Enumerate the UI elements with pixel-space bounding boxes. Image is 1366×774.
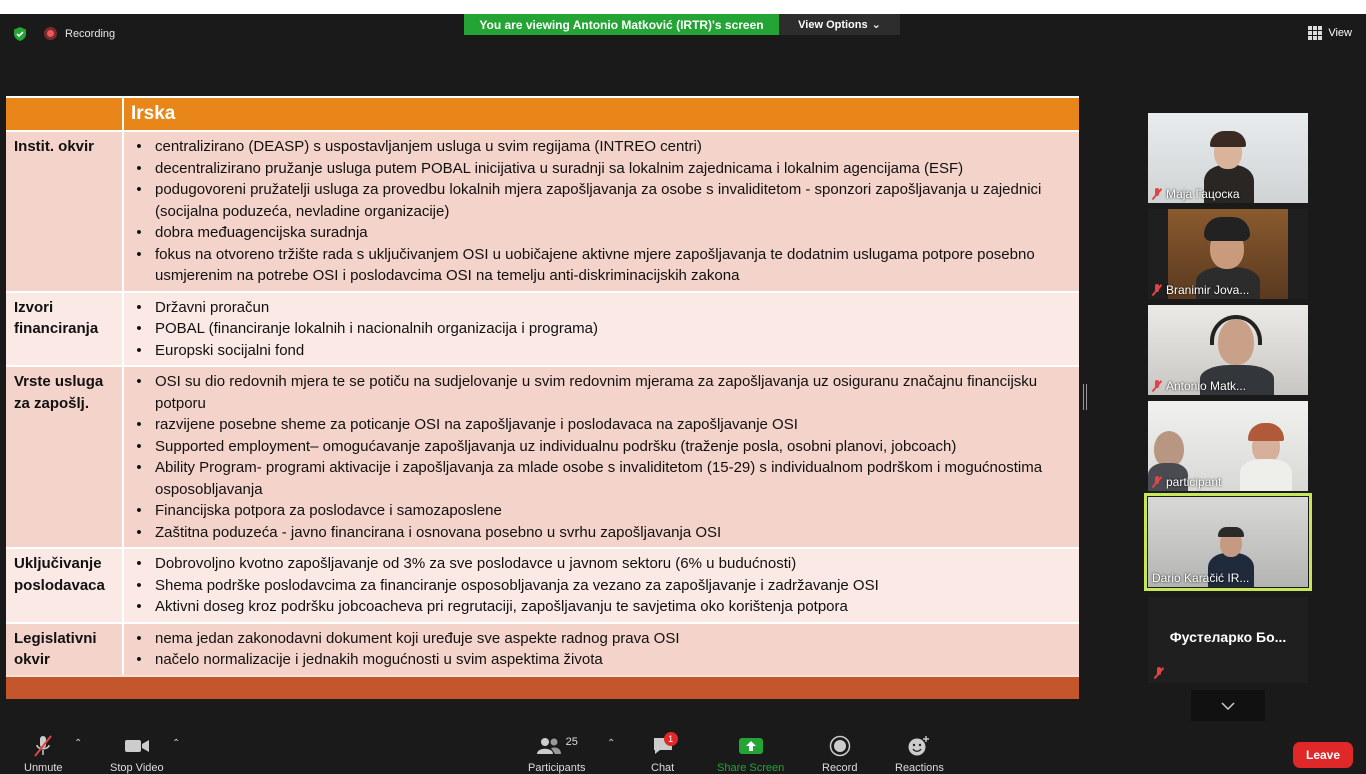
table-row [6, 623, 1079, 675]
participant-name: Фустеларко Бо... [1169, 629, 1287, 645]
participants-icon [536, 737, 562, 755]
list-item: • Zaštitna poduzeća - javno financirana i osnovana posebno u svrhu zapošljavanja OSI [130, 522, 1065, 544]
list-item: • POBAL (financiranje lokalnih i nacionalnih organizacija i programa) [130, 318, 1065, 340]
shield-icon[interactable] [12, 26, 28, 42]
row-key: Legislativni okvir [6, 623, 123, 675]
list-item: • nema jedan zakonodavni dokument koji uređuje sve aspekte radnog prava OSI [130, 628, 1065, 650]
record-button[interactable] [822, 736, 857, 774]
list-item: • načelo normalizacije i jednakih mogućnosti u svim aspektima života [130, 649, 1065, 671]
participant-name: participant [1166, 475, 1222, 489]
table-row [6, 292, 1079, 367]
unmute-button[interactable] [24, 736, 63, 774]
list-item: • Financijska potpora za poslodavce i samozaposlene [130, 500, 1065, 522]
row-key: Uključivanje poslodavaca [6, 548, 123, 623]
chevron-up-icon[interactable]: ⌃ [74, 738, 83, 749]
participant-name: Маја Гацоска [1166, 187, 1240, 201]
video-camera-icon [124, 738, 150, 754]
participant-tile[interactable] [1148, 209, 1308, 299]
participant-tile[interactable] [1148, 597, 1308, 683]
panel-resize-handle[interactable] [1083, 384, 1087, 410]
participants-button[interactable] [528, 736, 585, 774]
mic-muted-icon [1154, 667, 1164, 679]
viewing-banner: You are viewing Antonio Matković (IRTR)'s screen [464, 14, 779, 35]
reactions-button[interactable] [895, 736, 944, 774]
chat-label: Chat [651, 762, 675, 774]
list-item: • centralizirano (DEASP) s uspostavljanjem usluga u svim regijama (INTREO centri) [130, 136, 1065, 158]
mic-muted-icon [1152, 380, 1162, 392]
chevron-up-icon[interactable]: ⌃ [172, 738, 181, 749]
list-item: • Europski socijalni fond [130, 340, 1065, 362]
meeting-toolbar [0, 728, 1366, 768]
stop-video-button[interactable] [110, 736, 164, 774]
list-item: • Supported employment– omogućavanje zapošljavanja uz individualnu podršku (traženje posla, osobni planovi, jobcoach) [130, 436, 1065, 458]
record-icon [829, 735, 851, 757]
video-label: Stop Video [110, 762, 164, 774]
participant-tile[interactable] [1148, 305, 1308, 395]
slide-title: Irska [123, 97, 1079, 131]
chevron-down-icon [1221, 702, 1235, 710]
slide-table [6, 96, 1079, 675]
list-item: • Državni proračun [130, 297, 1065, 319]
chat-button[interactable] [651, 736, 674, 774]
shared-screen-slide [6, 96, 1079, 699]
list-item: • Shema podrške poslodavcima za financiranje osposobljavanja za vezano za zapošljavanje i zadržavanje OSI [130, 575, 1065, 597]
chevron-up-icon[interactable]: ⌃ [607, 738, 616, 749]
list-item: • decentralizirano pružanje usluga putem POBAL inicijativa u suradnji sa lokalnim zajednicama i lokalnim agencijama (ESF) [130, 158, 1065, 180]
recording-indicator [44, 27, 115, 40]
view-button[interactable] [1308, 26, 1352, 40]
list-item: • podugovoreni pružatelji usluga za provedbu lokalnih mjera zapošljavanja za osobe s invaliditetom - sponzori zapošljavanja u zajednici (socijalna poduzeća, nevladine organizacije) [130, 179, 1065, 222]
row-key: Izvori financiranja [6, 292, 123, 367]
scroll-down-button[interactable] [1191, 690, 1265, 721]
mic-muted-icon [1152, 476, 1162, 488]
table-row [6, 131, 1079, 292]
unmute-label: Unmute [24, 762, 63, 774]
view-options-label: View Options [798, 18, 868, 31]
recording-label: Recording [65, 27, 116, 40]
table-row [6, 366, 1079, 548]
share-screen-icon [738, 737, 764, 755]
share-screen-button[interactable] [717, 736, 784, 774]
reactions-label: Reactions [895, 762, 944, 774]
list-item: • Aktivni doseg kroz podršku jobcoacheva pri regrutaciji, zapošljavanju te savjetima oko korištenja potpora [130, 596, 1065, 618]
share-label: Share Screen [717, 762, 785, 774]
participants-label: Participants [528, 762, 586, 774]
record-label: Record [822, 762, 858, 774]
row-key: Vrste usluga za zapošlj. [6, 366, 123, 548]
participant-name: Antonio Matk... [1166, 379, 1247, 393]
mic-muted-icon [1152, 188, 1162, 200]
list-item: • Ability Program- programi aktivacije i zapošljavanja za mlade osobe s invaliditetom (15-29) s individualnom podrškom i mogućnostima osposobljavanja [130, 457, 1065, 500]
table-corner-cell [6, 97, 123, 131]
table-row [6, 548, 1079, 623]
participant-name: Dario Karačić IR... [1152, 571, 1250, 585]
top-strip [0, 0, 1366, 14]
participant-name: Branimir Jova... [1166, 283, 1250, 297]
chevron-down-icon: ⌄ [871, 19, 881, 31]
list-item: • fokus na otvoreno tržište rada s uključivanjem OSI u uobičajene aktivne mjere zapošljavanja te dodatnim uslugama potpore posebno usmjerenim na potrebe OSI i poslodavcima OSI na temelju anti-diskriminacijskih zakona [130, 244, 1065, 287]
record-dot-icon [44, 27, 57, 40]
mic-muted-icon [33, 735, 53, 757]
list-item: • dobra međuagencijska suradnja [130, 222, 1065, 244]
participant-tile[interactable] [1148, 497, 1308, 587]
reactions-icon [907, 735, 931, 757]
slide-footer-bar [6, 677, 1079, 699]
list-item: • razvijene posebne sheme za poticanje OSI na zapošljavanje i poslodavaca na zapošljavanje OSI [130, 414, 1065, 436]
grid-icon [1308, 26, 1322, 40]
leave-button[interactable]: Leave [1293, 742, 1353, 768]
chat-badge: 1 [664, 732, 678, 746]
view-label: View [1328, 27, 1352, 39]
mic-muted-icon [1152, 284, 1162, 296]
list-item: • OSI su dio redovnih mjera te se potiču na sudjelovanje u svim redovnim mjerama za zapošljavanja uz osiguranu značajnu financijsku potporu [130, 371, 1065, 414]
participant-tile[interactable] [1148, 113, 1308, 203]
list-item: • Dobrovoljno kvotno zapošljavanje od 3% za sve poslodavce u javnom sektoru (6% u budućnosti) [130, 553, 1065, 575]
row-key: Instit. okvir [6, 131, 123, 292]
participant-tile[interactable] [1148, 401, 1308, 491]
participants-count: 25 [565, 736, 578, 748]
view-options-button[interactable] [779, 14, 900, 35]
